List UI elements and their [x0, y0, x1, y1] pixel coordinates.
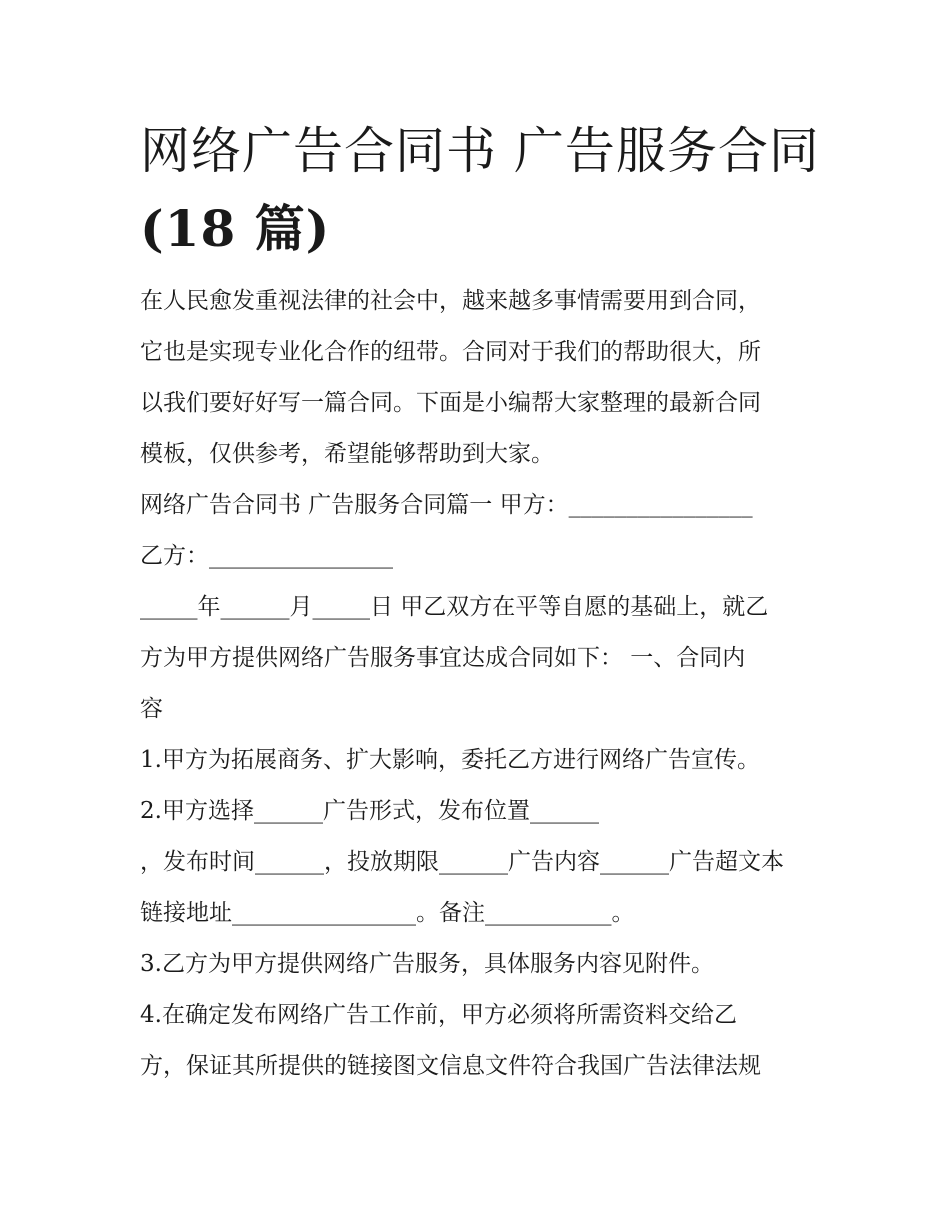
- clause-line: 链接地址________________。备注___________。: [140, 900, 635, 926]
- text-line: _____年______月_____日 甲乙双方在平等自愿的基础上，就乙: [140, 594, 769, 620]
- section-heading-line: 网络广告合同书 广告服务合同篇一 甲方：________________: [140, 492, 753, 518]
- clause-line: 4.在确定发布网络广告工作前，甲方必须将所需资料交给乙: [140, 1002, 737, 1028]
- text-line: 它也是实现专业化合作的纽带。合同对于我们的帮助很大，所: [140, 339, 761, 365]
- text-line: 以我们要好好写一篇合同。下面是小编帮大家整理的最新合同: [140, 390, 761, 416]
- text-line: 模板，仅供参考，希望能够帮助到大家。: [140, 441, 554, 467]
- clause-line: 3.乙方为甲方提供网络广告服务，具体服务内容见附件。: [140, 951, 714, 977]
- text-line: 乙方：________________: [140, 543, 393, 569]
- text-line: 方为甲方提供网络广告服务事宜达成合同如下： 一、合同内: [140, 645, 746, 671]
- title-line-2: (18 篇): [140, 199, 331, 258]
- clause-line: 方，保证其所提供的链接图文信息文件符合我国广告法律法规: [140, 1053, 761, 1079]
- title-line-1: 网络广告合同书 广告服务合同: [140, 122, 820, 180]
- clause-line: 2.甲方选择______广告形式，发布位置______: [140, 798, 599, 824]
- text-line: 容: [140, 696, 163, 722]
- clause-line: 1.甲方为拓展商务、扩大影响，委托乙方进行网络广告宣传。: [140, 747, 760, 773]
- document-body: [140, 276, 820, 1092]
- text-line: 在人民愈发重视法律的社会中，越来越多事情需要用到合同，: [140, 288, 761, 314]
- clause-line: ，发布时间______，投放期限______广告内容______广告超文本: [140, 849, 784, 875]
- document-title: [140, 112, 840, 268]
